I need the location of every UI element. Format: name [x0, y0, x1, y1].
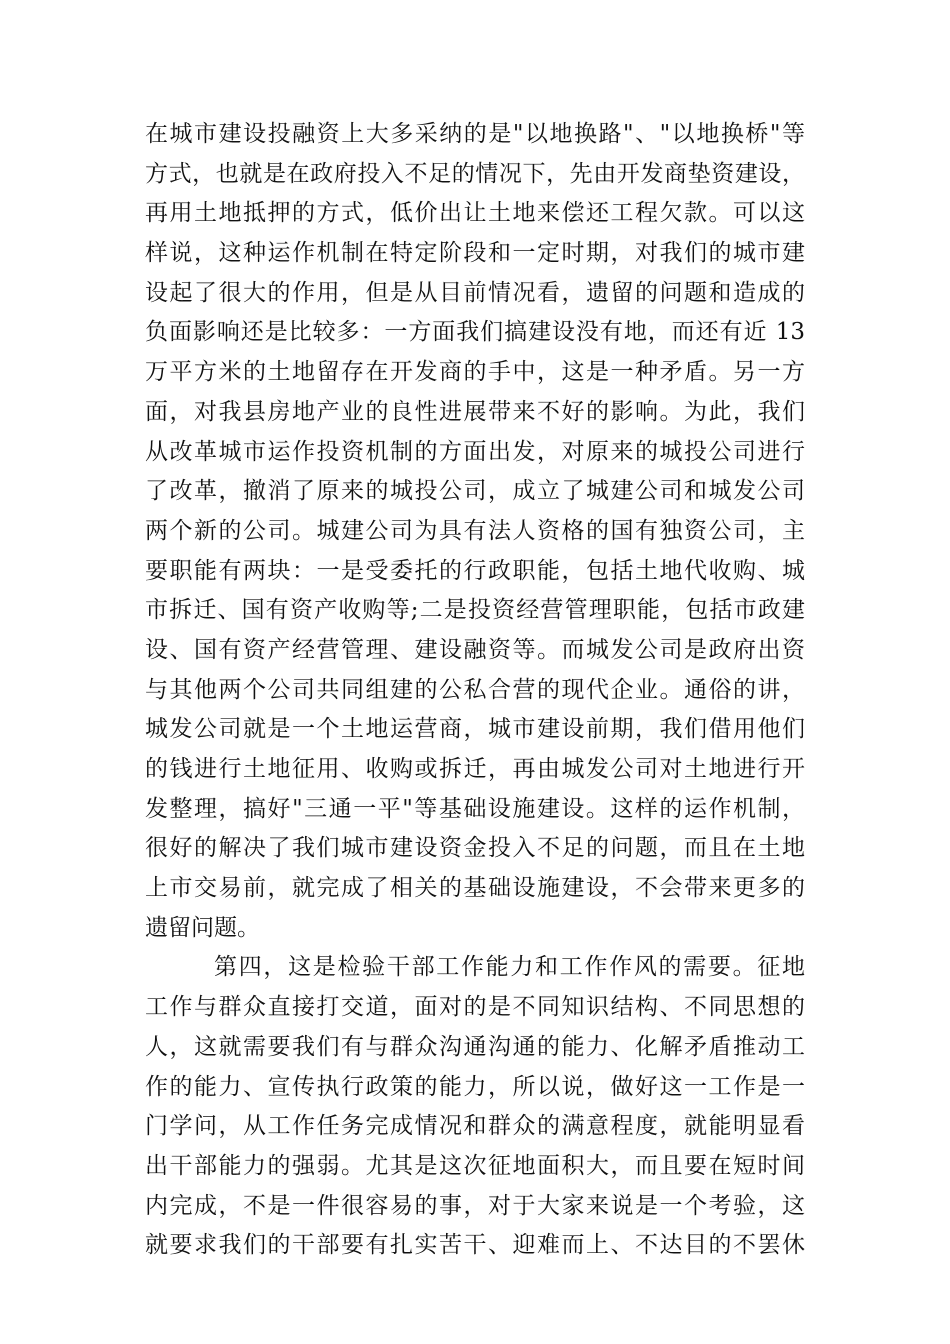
- text-line: 从改革城市运作投资机制的方面出发，对原来的城投公司进行: [145, 438, 805, 465]
- text-line: 人，这就需要我们有与群众沟通沟通的能力、化解矛盾推动工: [145, 1033, 805, 1060]
- text-line: 样说，这种运作机制在特定阶段和一定时期，对我们的城市建: [145, 240, 805, 267]
- text-line: 要职能有两块：一是受委托的行政职能，包括土地代收购、城: [145, 557, 805, 584]
- text-line: 作的能力、宣传执行政策的能力，所以说，做好这一工作是一: [145, 1073, 805, 1100]
- text-line: 很好的解决了我们城市建设资金投入不足的问题，而且在土地: [145, 835, 805, 862]
- text-line: 工作与群众直接打交道，面对的是不同知识结构、不同思想的: [145, 994, 805, 1021]
- text-line: 面，对我县房地产业的良性进展带来不好的影响。为此，我们: [145, 398, 805, 425]
- text-line: 出干部能力的强弱。尤其是这次征地面积大，而且要在短时间: [145, 1152, 805, 1179]
- text-line: 就要求我们的干部要有扎实苦干、迎难而上、不达目的不罢休: [145, 1232, 805, 1259]
- text-line: 发整理，搞好"三通一平"等基础设施建设。这样的运作机制，: [145, 795, 805, 822]
- text-line: 内完成，不是一件很容易的事，对于大家来说是一个考验，这: [145, 1192, 805, 1219]
- text-line: 市拆迁、国有资产收购等;二是投资经营管理职能，包括市政建: [145, 597, 805, 624]
- text-line: 在城市建设投融资上大多采纳的是"以地换路"、"以地换桥"等: [145, 121, 805, 147]
- text-line: 门学问，从工作任务完成情况和群众的满意程度，就能明显看: [145, 1113, 805, 1140]
- text-line: 负面影响还是比较多：一方面我们搞建设没有地，而还有近 13: [145, 319, 805, 346]
- text-line: 万平方米的土地留存在开发商的手中，这是一种矛盾。另一方: [145, 359, 805, 386]
- text-line: 设起了很大的作用，但是从目前情况看，遗留的问题和造成的: [145, 279, 805, 306]
- text-line: 城发公司就是一个土地运营商，城市建设前期，我们借用他们: [145, 716, 805, 743]
- text-line: 设、国有资产经营管理、建设融资等。而城发公司是政府出资: [145, 636, 805, 663]
- text-line: 上市交易前，就完成了相关的基础设施建设，不会带来更多的: [145, 875, 805, 902]
- text-line: 两个新的公司。城建公司为具有法人资格的国有独资公司，主: [145, 517, 805, 544]
- text-line: 遗留问题。: [145, 914, 260, 941]
- body-text: [145, 115, 805, 1266]
- paragraph-first-line: 第四，这是检验干部工作能力和工作作风的需要。征地: [214, 954, 805, 981]
- text-line: 与其他两个公司共同组建的公私合营的现代企业。通俗的讲，: [145, 676, 805, 703]
- text-line: 方式，也就是在政府投入不足的情况下，先由开发商垫资建设，: [145, 160, 805, 187]
- text-line: 了改革，撤消了原来的城投公司，成立了城建公司和城发公司: [145, 478, 805, 505]
- text-line: 的钱进行土地征用、收购或拆迁，再由城发公司对土地进行开: [145, 756, 805, 782]
- text-line: 再用土地抵押的方式，低价出让土地来偿还工程欠款。可以这: [145, 200, 805, 227]
